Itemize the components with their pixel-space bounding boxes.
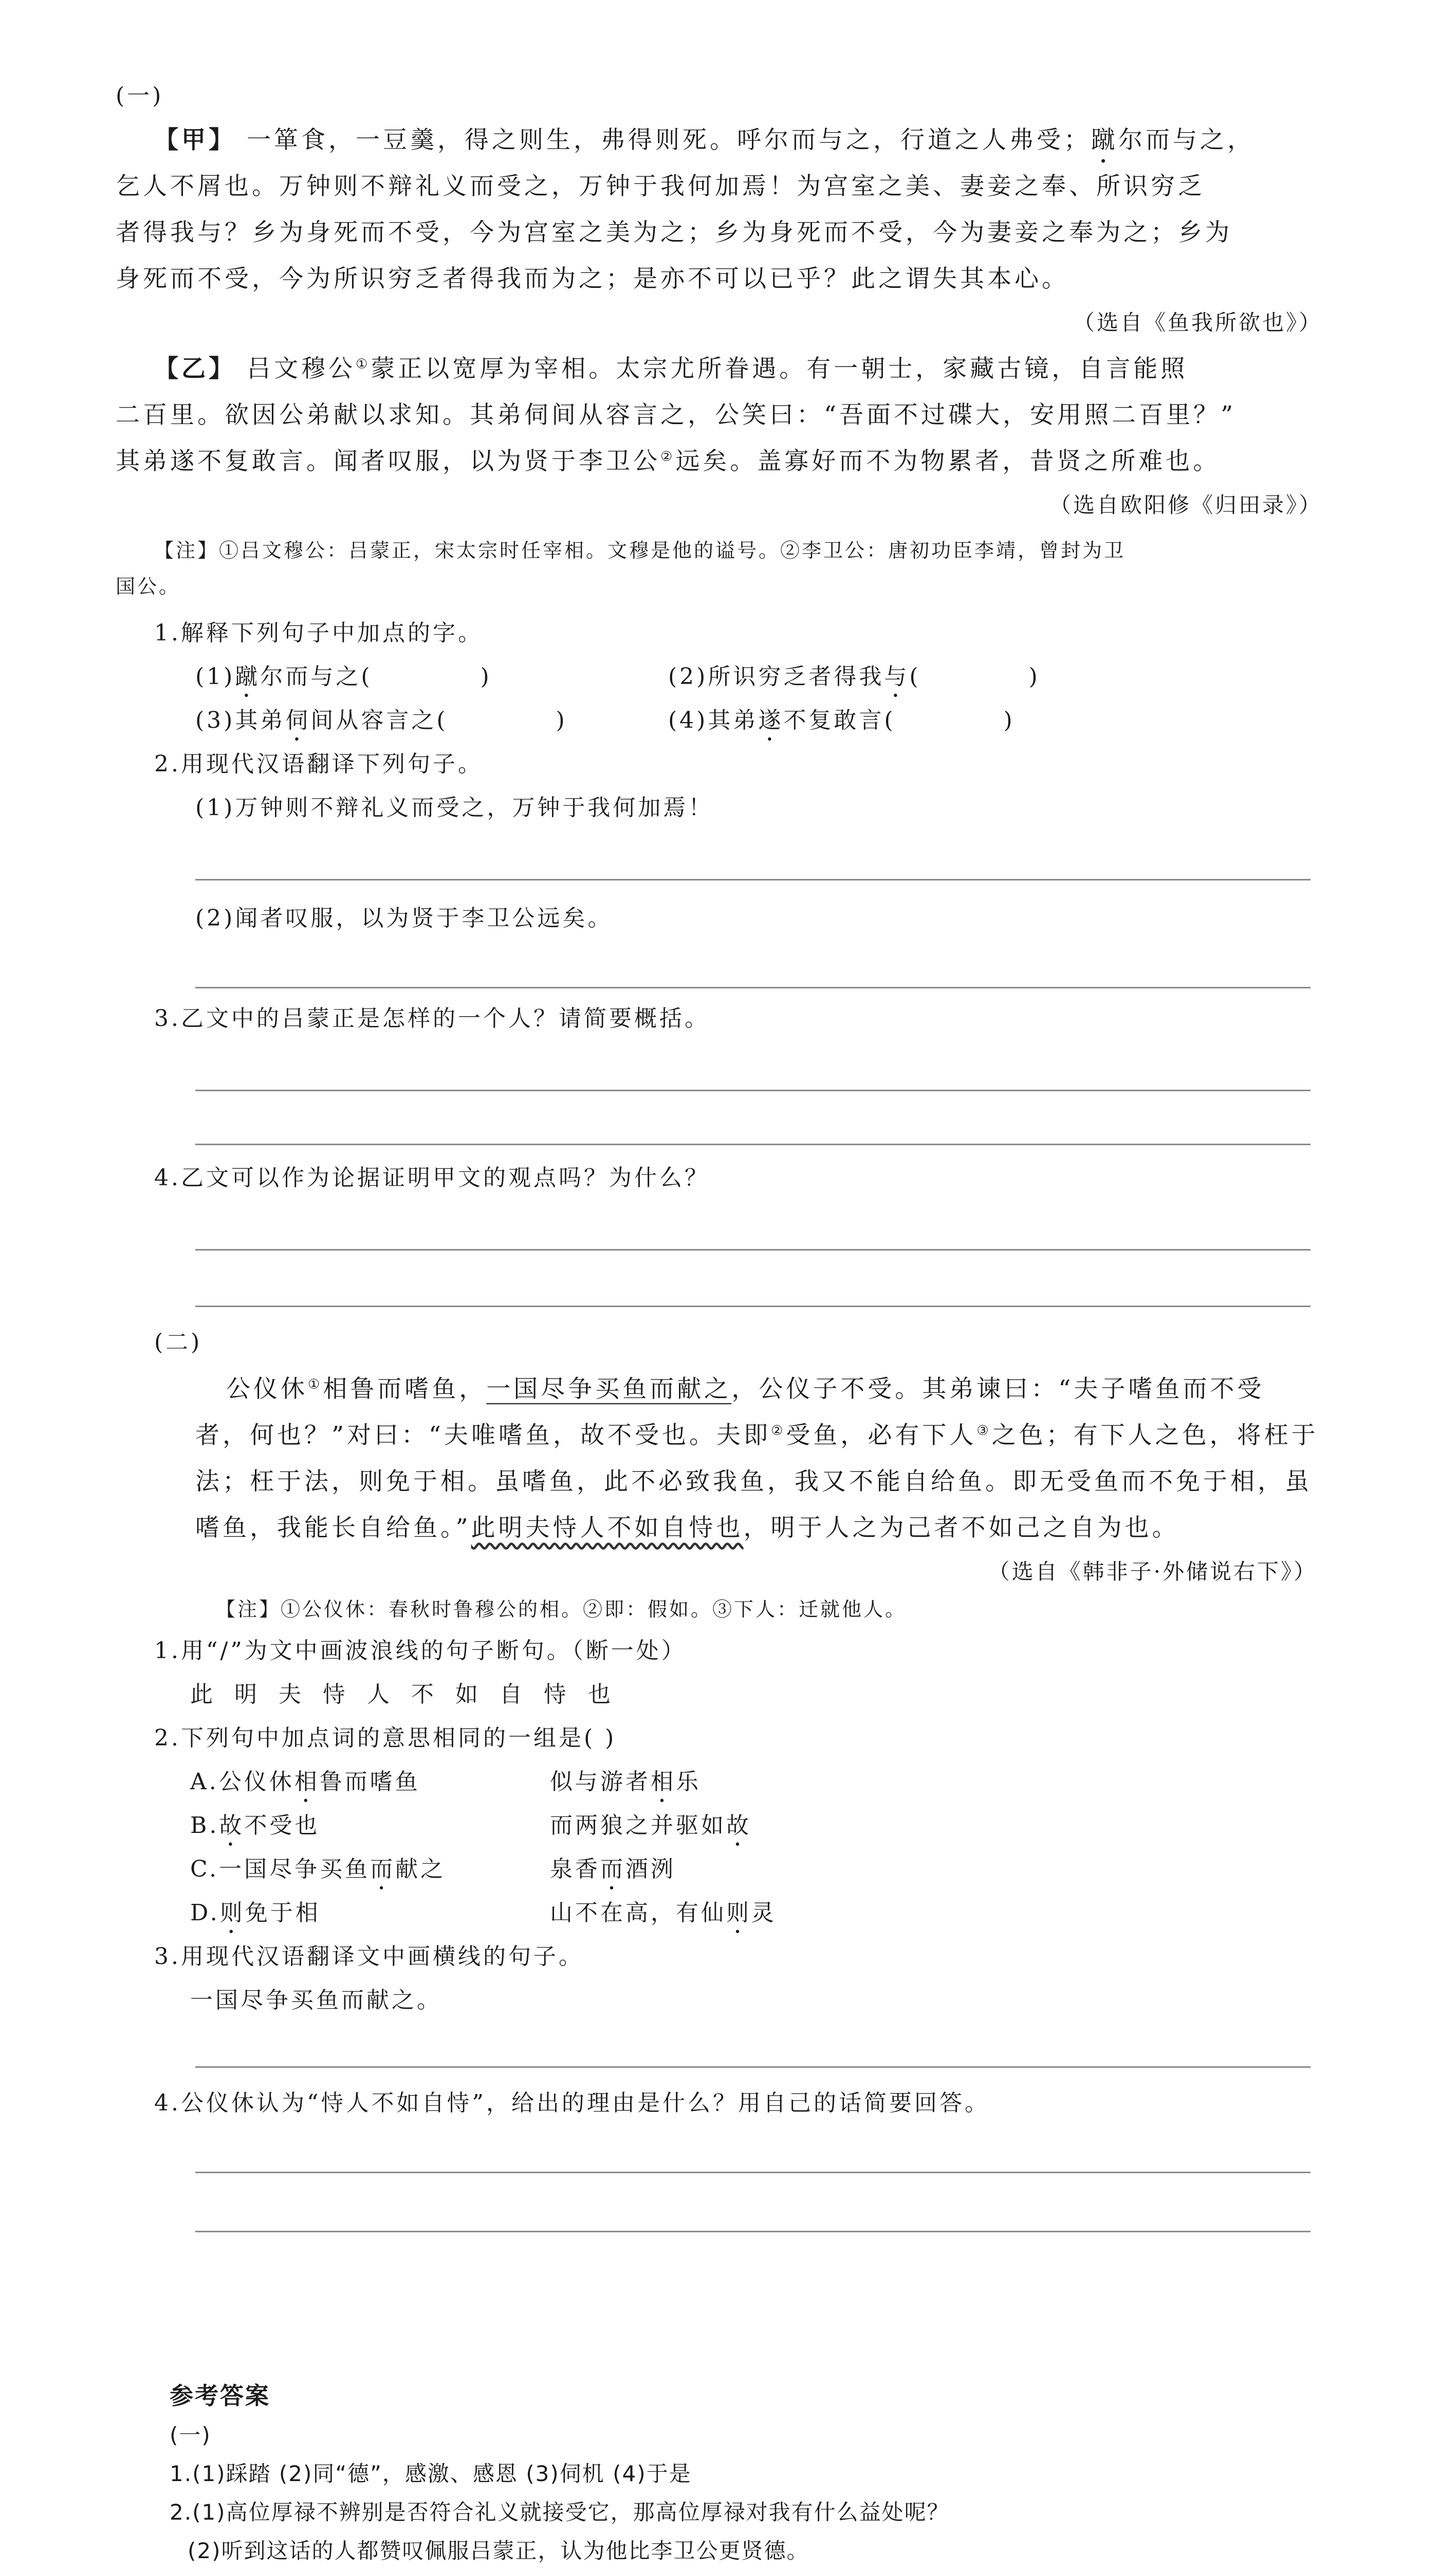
dotted-char: 蹴	[235, 664, 261, 690]
passage-two-source: （选自《韩非子·外储说右下》）	[988, 1559, 1317, 1584]
passage-two-line-3: 法；枉于法，则免于相。虽嗜鱼，此不必致我鱼，我又不能自给鱼。即无受鱼而不免于相，虽	[195, 1467, 1312, 1496]
answer-s1-1: 1.(1)踩踏 (2)同“德”，感激、感恩 (3)伺机 (4)于是	[170, 2461, 692, 2486]
dotted-char: 遂	[758, 707, 784, 733]
answer-line[interactable]	[195, 1090, 1311, 1091]
passage-jia-line-4: 身死而不受，今为所识穷乏者得我而为之；是亦不可以已乎？此之谓失其本心。	[116, 265, 1069, 293]
jia-dotted-char: 蹴	[1091, 126, 1118, 154]
passage-jia-line-1	[154, 121, 1255, 169]
dotted-char: 而	[370, 1856, 396, 1882]
dotted-char: 而	[600, 1856, 625, 1882]
answer-line[interactable]	[195, 987, 1311, 988]
s1-q2-sentence-2: (2)闻者叹服，以为贤于李卫公远矣。	[195, 905, 613, 931]
yi-l1-pre: 吕文穆公	[246, 355, 356, 383]
s2-q2-option-d-pair: 山不在高，有仙则灵	[550, 1900, 777, 1926]
passage-two-line-4: 嗜鱼，我能长自给鱼。”此明夫恃人不如自恃也，明于人之为己者不如己之自为也。	[195, 1514, 1179, 1542]
section-one-note-1: 【注】①吕文穆公：吕蒙正，宋太宗时任宰相。文穆是他的谥号。②李卫公：唐初功臣李靖，曾封为卫	[154, 539, 1126, 562]
yi-l1-post: 蒙正以宽厚为宰相。太宗尤所眷遇。有一朝士，家藏古镜，自言能照	[371, 355, 1188, 383]
dotted-char: 与	[884, 664, 910, 690]
s2-q2-option-d[interactable]: D.则免于相	[190, 1900, 321, 1926]
s1-q2-sentence-1: (1)万钟则不辩礼义而受之，万钟于我何加焉！	[195, 795, 714, 821]
dotted-char: 则	[219, 1900, 245, 1926]
passage-jia-tag: 【甲】	[154, 126, 236, 154]
passage-yi-line-3	[116, 442, 1220, 476]
dotted-char: 则	[726, 1900, 751, 1926]
passage-yi-tag: 【乙】	[154, 355, 236, 383]
underlined-sentence: 一国尽争买鱼而献之	[486, 1375, 732, 1403]
yi-l3-pre: 其弟遂不复敢言。闻者叹服，以为贤于李卫公	[116, 447, 660, 475]
passage-yi-line-1	[154, 350, 1188, 384]
yi-footnote-2: ②	[660, 449, 676, 465]
answer-line[interactable]	[195, 2231, 1311, 2232]
section-two-label: (二)	[154, 1329, 202, 1355]
s2-q1-title: 1.用“/”为文中画波浪线的句子断句。（断一处）	[154, 1638, 687, 1664]
answer-line[interactable]	[195, 1306, 1311, 1307]
dotted-char: 故	[219, 1812, 245, 1839]
s2-q2-option-b[interactable]: B.故不受也	[190, 1812, 320, 1839]
passage-two-line-1: 公仪休①相鲁而嗜鱼，一国尽争买鱼而献之，公仪子不受。其弟谏曰：“夫子嗜鱼而不受	[226, 1375, 1265, 1403]
passage-yi-source: （选自欧阳修《归田录》）	[1049, 492, 1322, 518]
answer-line[interactable]	[195, 1249, 1311, 1251]
footnote-marker: ①	[308, 1376, 323, 1392]
dotted-char: 相	[651, 1769, 676, 1795]
s1-q1-item-2: (2)所识穷乏者得我与( )	[668, 664, 1040, 690]
passage-jia-source: （选自《鱼我所欲也》）	[1073, 310, 1322, 335]
dotted-char: 相	[294, 1769, 320, 1795]
s2-q3-title: 3.用现代汉语翻译文中画横线的句子。	[154, 1943, 584, 1970]
s2-q2-option-a[interactable]: A.公仪休相鲁而嗜鱼	[190, 1769, 420, 1795]
section-one-label: (一)	[116, 83, 164, 109]
answers-heading: 参考答案	[170, 2382, 270, 2410]
answer-s1-2-1: 2.(1)高位厚禄不辨别是否符合礼义就接受它，那高位厚禄对我有什么益处呢？	[170, 2500, 950, 2525]
s2-q2-option-c-pair: 泉香而酒洌	[550, 1856, 676, 1882]
s1-q1-title: 1.解释下列句子中加点的字。	[154, 620, 483, 646]
s1-q4-title: 4.乙文可以作为论据证明甲文的观点吗？为什么？	[154, 1165, 710, 1191]
s2-q3-sentence: 一国尽争买鱼而献之。	[190, 1987, 442, 2013]
dotted-char: 故	[726, 1812, 751, 1839]
s1-q1-item-3: (3)其弟伺间从容言之( )	[195, 707, 567, 733]
s2-q4-title: 4.公仪休认为“恃人不如自恃”，给出的理由是什么？用自己的话简要回答。	[154, 2090, 990, 2116]
answer-line[interactable]	[195, 2066, 1311, 2068]
yi-footnote-1: ①	[355, 356, 371, 372]
s2-q2-option-b-pair: 而两狼之并驱如故	[550, 1812, 751, 1839]
dotted-char: 伺	[285, 707, 311, 733]
footnote-marker: ②	[771, 1423, 786, 1439]
s1-q3-title: 3.乙文中的吕蒙正是怎样的一个人？请简要概括。	[154, 1005, 710, 1032]
jia-l1-tail-post: 尔而与之，	[1118, 126, 1255, 154]
section-two-note: 【注】①公仪休：春秋时鲁穆公的相。②即：假如。③下人：迁就他人。	[216, 1598, 907, 1621]
answer-line[interactable]	[195, 879, 1311, 880]
answer-line[interactable]	[195, 2172, 1311, 2173]
s2-q2-option-a-pair: 似与游者相乐	[550, 1769, 701, 1795]
s2-q1-sentence: 此 明 夫 恃 人 不 如 自 恃 也	[190, 1681, 618, 1708]
s2-q2-option-c[interactable]: C.一国尽争买鱼而献之	[190, 1856, 446, 1882]
s1-q1-item-1: (1)蹴尔而与之( )	[195, 664, 492, 690]
answer-line[interactable]	[195, 1144, 1311, 1145]
answer-s1-2-2: (2)听到这话的人都赞叹佩服吕蒙正，认为他比李卫公更贤德。	[188, 2538, 809, 2563]
passage-jia-line-3: 者得我与？乡为身死而不受，今为宫室之美为之；乡为身死而不受，今为妻妾之奉为之；乡为	[116, 218, 1232, 247]
passage-jia-line-2: 乞人不屑也。万钟则不辩礼义而受之，万钟于我何加焉！为宫室之美、妻妾之奉、所识穷乏	[116, 172, 1205, 200]
s1-q1-item-4: (4)其弟遂不复敢言( )	[668, 707, 1015, 733]
passage-two-line-2: 者，何也？”对曰：“夫唯嗜鱼，故不受也。夫即②受鱼，必有下人③之色；有下人之色，将枉于	[195, 1421, 1319, 1449]
passage-jia-text-1: 一箪食，一豆羹，得之则生，弗得则死。呼尔而与之，行道之人弗受；	[246, 126, 1091, 154]
wavy-underlined-sentence: 此明夫恃人不如自恃也	[471, 1514, 744, 1542]
section-one-note-2: 国公。	[116, 575, 181, 598]
passage-yi-line-2: 二百里。欲因公弟献以求知。其弟伺间从容言之，公笑曰：“吾面不过碟大，安用照二百里？”	[116, 401, 1237, 429]
s1-q2-title: 2.用现代汉语翻译下列句子。	[154, 751, 483, 777]
footnote-marker: ③	[976, 1423, 992, 1439]
s2-q2-title: 2.下列句中加点词的意思相同的一组是( )	[154, 1725, 617, 1751]
yi-l3-post: 远矣。盖寡好而不为物累者，昔贤之所难也。	[675, 447, 1221, 475]
answers-s1-label: (一)	[170, 2422, 211, 2448]
